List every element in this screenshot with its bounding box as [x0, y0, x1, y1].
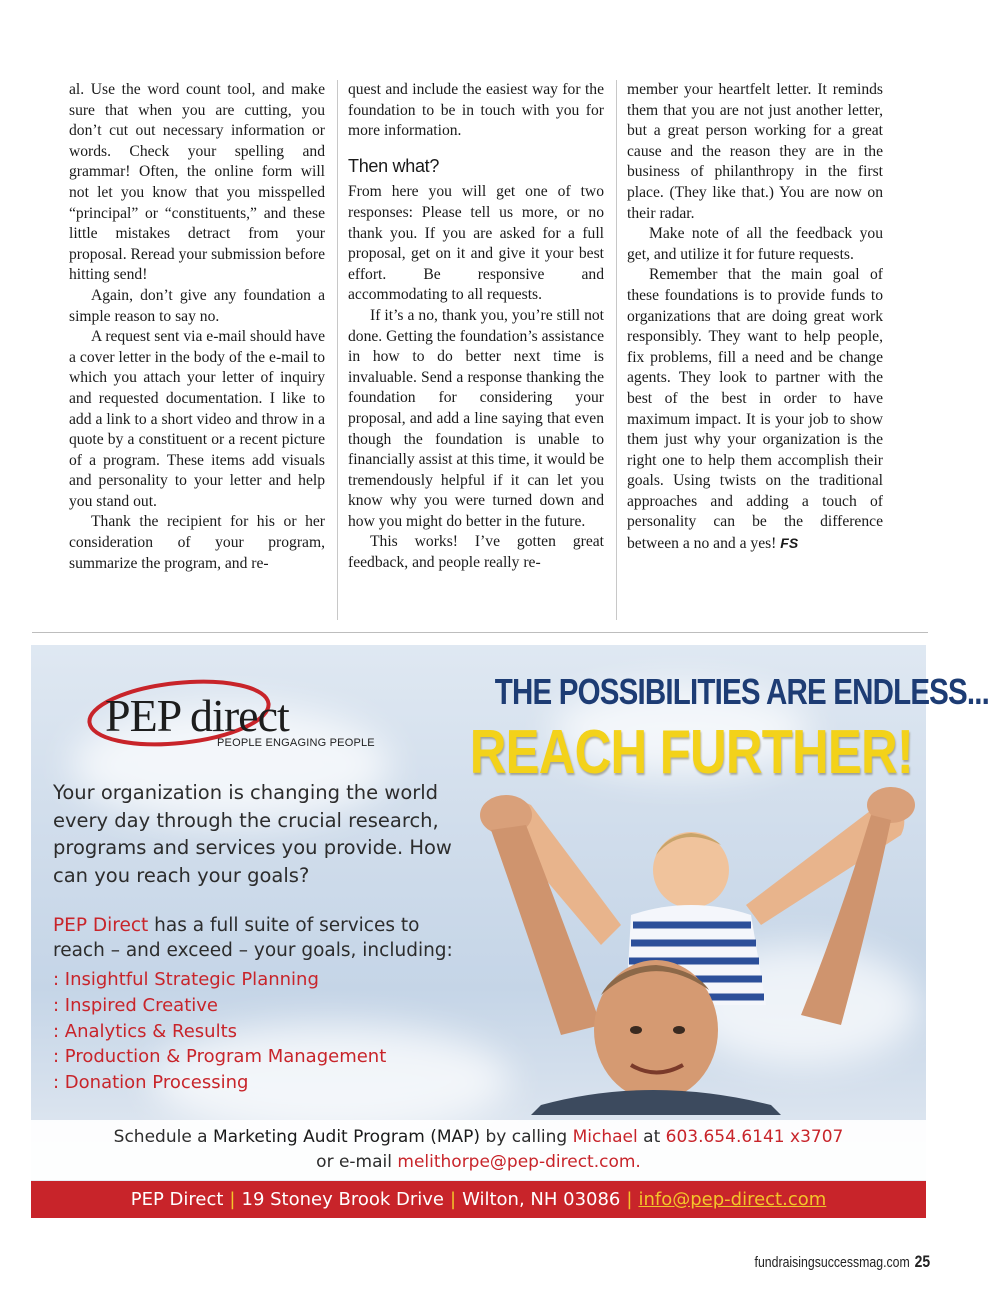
cta-text: by calling	[480, 1127, 573, 1147]
cta-line-2	[31, 1150, 926, 1175]
cta-text: at	[637, 1127, 666, 1147]
column-divider	[337, 80, 338, 620]
cta-text: Schedule a	[113, 1127, 213, 1147]
service-item: : Analytics & Results	[53, 1020, 237, 1042]
ad-headline: THE POSSIBILITIES ARE ENDLESS...	[494, 671, 989, 712]
article-column-2	[348, 80, 604, 574]
service-item: : Production & Program Management	[53, 1046, 387, 1068]
column-divider	[616, 80, 617, 620]
footer-email-link[interactable]: info@pep-direct.com	[638, 1189, 827, 1210]
services-list	[53, 967, 386, 1096]
article-column-1	[69, 80, 325, 574]
section-divider	[32, 632, 928, 633]
article-paragraph: Make note of all the feedback you get, and utilize it for future requests.	[627, 225, 883, 263]
footer-company: PEP Direct	[130, 1189, 224, 1210]
phone-number[interactable]: 603.654.6141 x3707	[665, 1127, 844, 1147]
service-item: : Insightful Strategic Planning	[53, 969, 319, 990]
call-to-action	[31, 1125, 926, 1175]
article-paragraph: This works! I’ve gotten great feedback, and people really re-	[348, 533, 604, 572]
service-item: : Inspired Creative	[53, 994, 218, 1016]
article-paragraph-text: Remember that the main goal of these foundations is to provide funds to organizations that are doing great work responsibly. They want to help people, fix problems, fill a need and be change agents. They look to partner with the best of the best in order to have maximum impact. It is your job to show them just why your organization is the right one to help them accomplish their goals. Using twists on the traditional approaches and adding a touch of personality can be the difference between a no and a yes!	[627, 266, 883, 553]
page-footer	[754, 1252, 930, 1272]
program-name: Marketing Audit Program (MAP)	[213, 1127, 481, 1147]
footer-city: Wilton, NH 03086	[462, 1189, 621, 1210]
article-paragraph: From here you will get one of two responses: Please tell us more, or no thank you. If you are asked for a full proposal, get on it and give it your best effort. Be responsive and accommodating to all requests.	[348, 183, 604, 304]
end-mark: FS	[780, 535, 799, 552]
article-paragraph: If it’s a no, thank you, you’re still not done. Getting the foundation’s assistance in how to do better next time is invaluable. Send a response thanking the foundation for considering your proposal, and add a line saying that even though the foundation is unable to financially assist at this time, it would be tremendously helpful if it can let you know why you were turned down and how you might do better in the future.	[348, 306, 604, 530]
cta-text: or e-mail	[316, 1152, 398, 1172]
service-item: : Donation Processing	[53, 1072, 249, 1094]
article-paragraph: A request sent via e-mail should have a cover letter in the body of the e-mail to which you attach your letter of inquiry and requested documentation. I like to add a link to a short video and throw in a quote by a constituent or a recent picture of a program. These items add visuals and personality to your letter and help you stand out.	[69, 328, 325, 510]
brand-name: PEP Direct	[53, 915, 149, 936]
article-paragraph: Thank the recipient for his or her consideration of your program, summarize the program, and re-	[69, 513, 325, 572]
contact-name: Michael	[572, 1127, 638, 1147]
separator: |	[450, 1189, 457, 1210]
article-paragraph: quest and include the easiest way for the foundation to be in touch with you for more information.	[348, 81, 604, 140]
page-number: 25	[914, 1252, 930, 1271]
separator: |	[626, 1189, 633, 1210]
site-url[interactable]: fundraisingsuccessmag.com	[754, 1254, 910, 1271]
cta-line-1	[31, 1125, 926, 1150]
contact-email-link[interactable]: melithorpe@pep-direct.com.	[397, 1152, 641, 1172]
ad-subheadline: REACH FURTHER!	[469, 718, 913, 787]
article-paragraph: member your heartfelt letter. It reminds them that you are not just another letter, but a great person working for a great cause and the reason they are in the business of philanthropy in the first place. (They like that.) You are now on their radar.	[627, 81, 883, 222]
ad-body-text	[53, 913, 453, 963]
article-paragraph	[627, 265, 883, 554]
article-paragraph: al. Use the word count tool, and make sure that when you are cutting, you don’t cut out necessary information or words. Check your spelling and grammar! Often, the online form will not let you know that you misspelled “principal” or “constituents,” and these little mistakes detract from your proposal. Reread your submission before hitting send!	[69, 81, 325, 284]
logo-tagline: PEOPLE ENGAGING PEOPLE	[217, 737, 375, 749]
article-column-3	[627, 80, 883, 555]
article-paragraph: Again, don’t give any foundation a simple reason to say no.	[69, 286, 325, 325]
separator: |	[229, 1189, 236, 1210]
ad-body-rest: has a full suite of services to reach – and exceed – your goals, including:	[53, 915, 453, 961]
father-child-photo	[451, 775, 926, 1115]
pep-direct-logo	[79, 677, 375, 757]
ad-intro-text: Your organization is changing the world every day through the crucial research, programs and services you provide. How can you reach your goals?	[53, 781, 452, 887]
section-subhead: Then what?	[348, 155, 440, 176]
ad-footer-bar	[31, 1181, 926, 1218]
pep-direct-advertisement	[31, 645, 989, 1218]
footer-address: 19 Stoney Brook Drive	[241, 1189, 444, 1210]
logo-text: PEP direct	[105, 690, 289, 741]
